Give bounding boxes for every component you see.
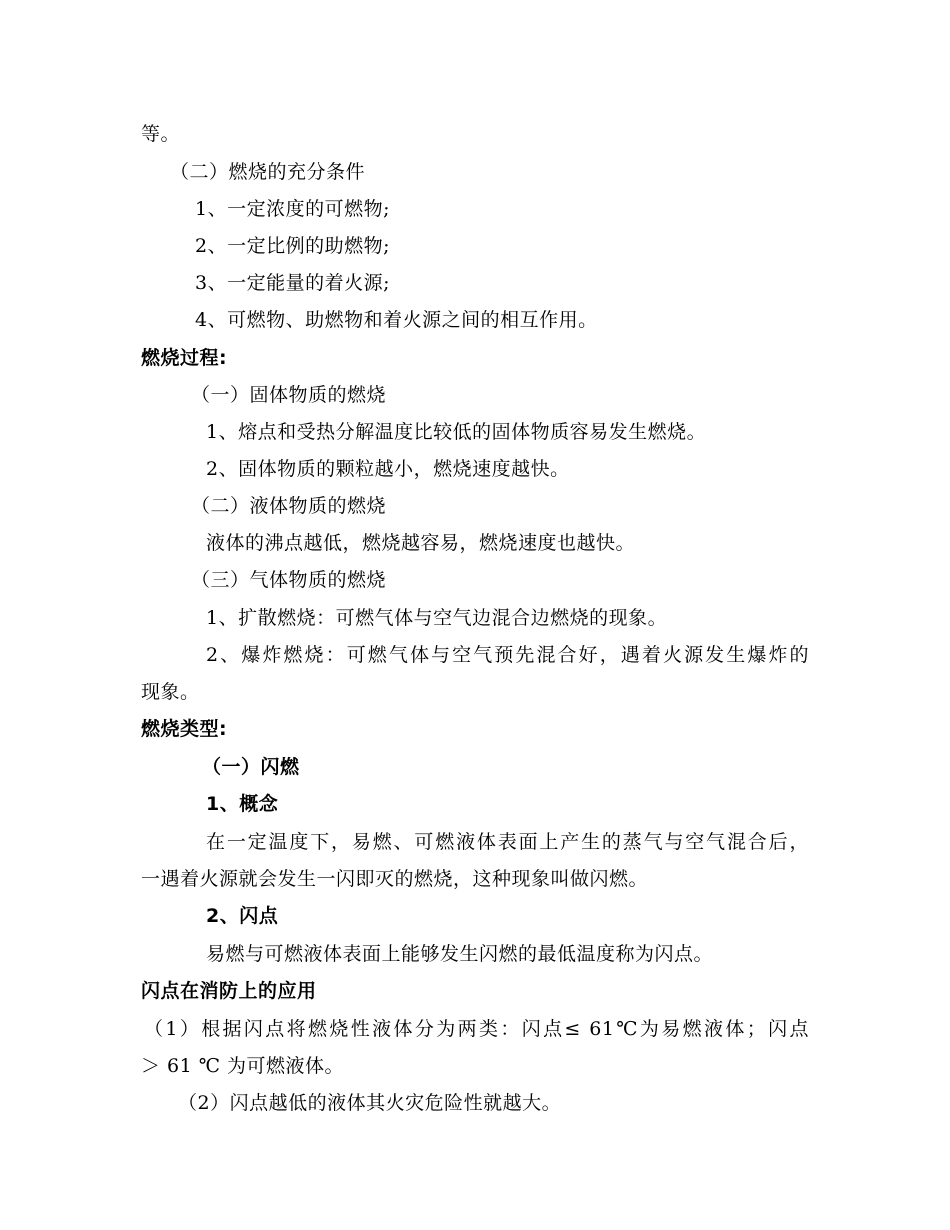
- text-line: 液体的沸点越低，燃烧越容易，燃烧速度也越快。: [206, 532, 636, 554]
- subheading: 1、概念: [206, 793, 279, 815]
- subheading: （二）液体物质的燃烧: [191, 495, 387, 517]
- subheading: （二）燃烧的充分条件: [170, 161, 366, 183]
- list-item: 2、固体物质的颗粒越小，燃烧速度越快。: [206, 458, 570, 480]
- list-item: 3、一定能量的着火源;: [195, 272, 390, 294]
- text-line: 等。: [141, 123, 181, 145]
- text-line: 易燃与可燃液体表面上能够发生闪燃的最低温度称为闪点。: [206, 943, 714, 965]
- section-heading: 闪点在消防上的应用: [141, 980, 317, 1002]
- section-heading: 燃烧类型:: [141, 718, 228, 740]
- subheading: （一）闪燃: [202, 756, 300, 778]
- subheading: （三）气体物质的燃烧: [191, 569, 387, 591]
- list-item: 1、一定浓度的可燃物;: [195, 198, 390, 220]
- list-item: 1、扩散燃烧：可燃气体与空气边混合边燃烧的现象。: [206, 607, 668, 629]
- list-item: 2、爆炸燃烧：可燃气体与空气预先混合好，遇着火源发生爆炸的: [206, 644, 809, 666]
- list-item: 2、一定比例的助燃物;: [195, 235, 390, 257]
- list-item: 4、可燃物、助燃物和着火源之间的相互作用。: [195, 309, 598, 331]
- subheading: 2、闪点: [206, 905, 279, 927]
- list-item: （1）根据闪点将燃烧性液体分为两类：闪点≤ 61℃为易燃液体；闪点: [144, 1018, 809, 1040]
- list-item: 1、熔点和受热分解温度比较低的固体物质容易发生燃烧。: [206, 421, 707, 443]
- subheading: （一）固体物质的燃烧: [191, 384, 387, 406]
- list-item: （2）闪点越低的液体其火灾危险性就越大。: [178, 1092, 562, 1114]
- text-line: 现象。: [141, 681, 200, 703]
- text-line: ＞ 61 ℃ 为可燃液体。: [141, 1055, 345, 1077]
- section-heading: 燃烧过程:: [141, 347, 228, 369]
- text-line: 一遇着火源就会发生一闪即灭的燃烧，这种现象叫做闪燃。: [141, 868, 649, 890]
- text-line: 在一定温度下，易燃、可燃液体表面上产生的蒸气与空气混合后，: [206, 831, 809, 853]
